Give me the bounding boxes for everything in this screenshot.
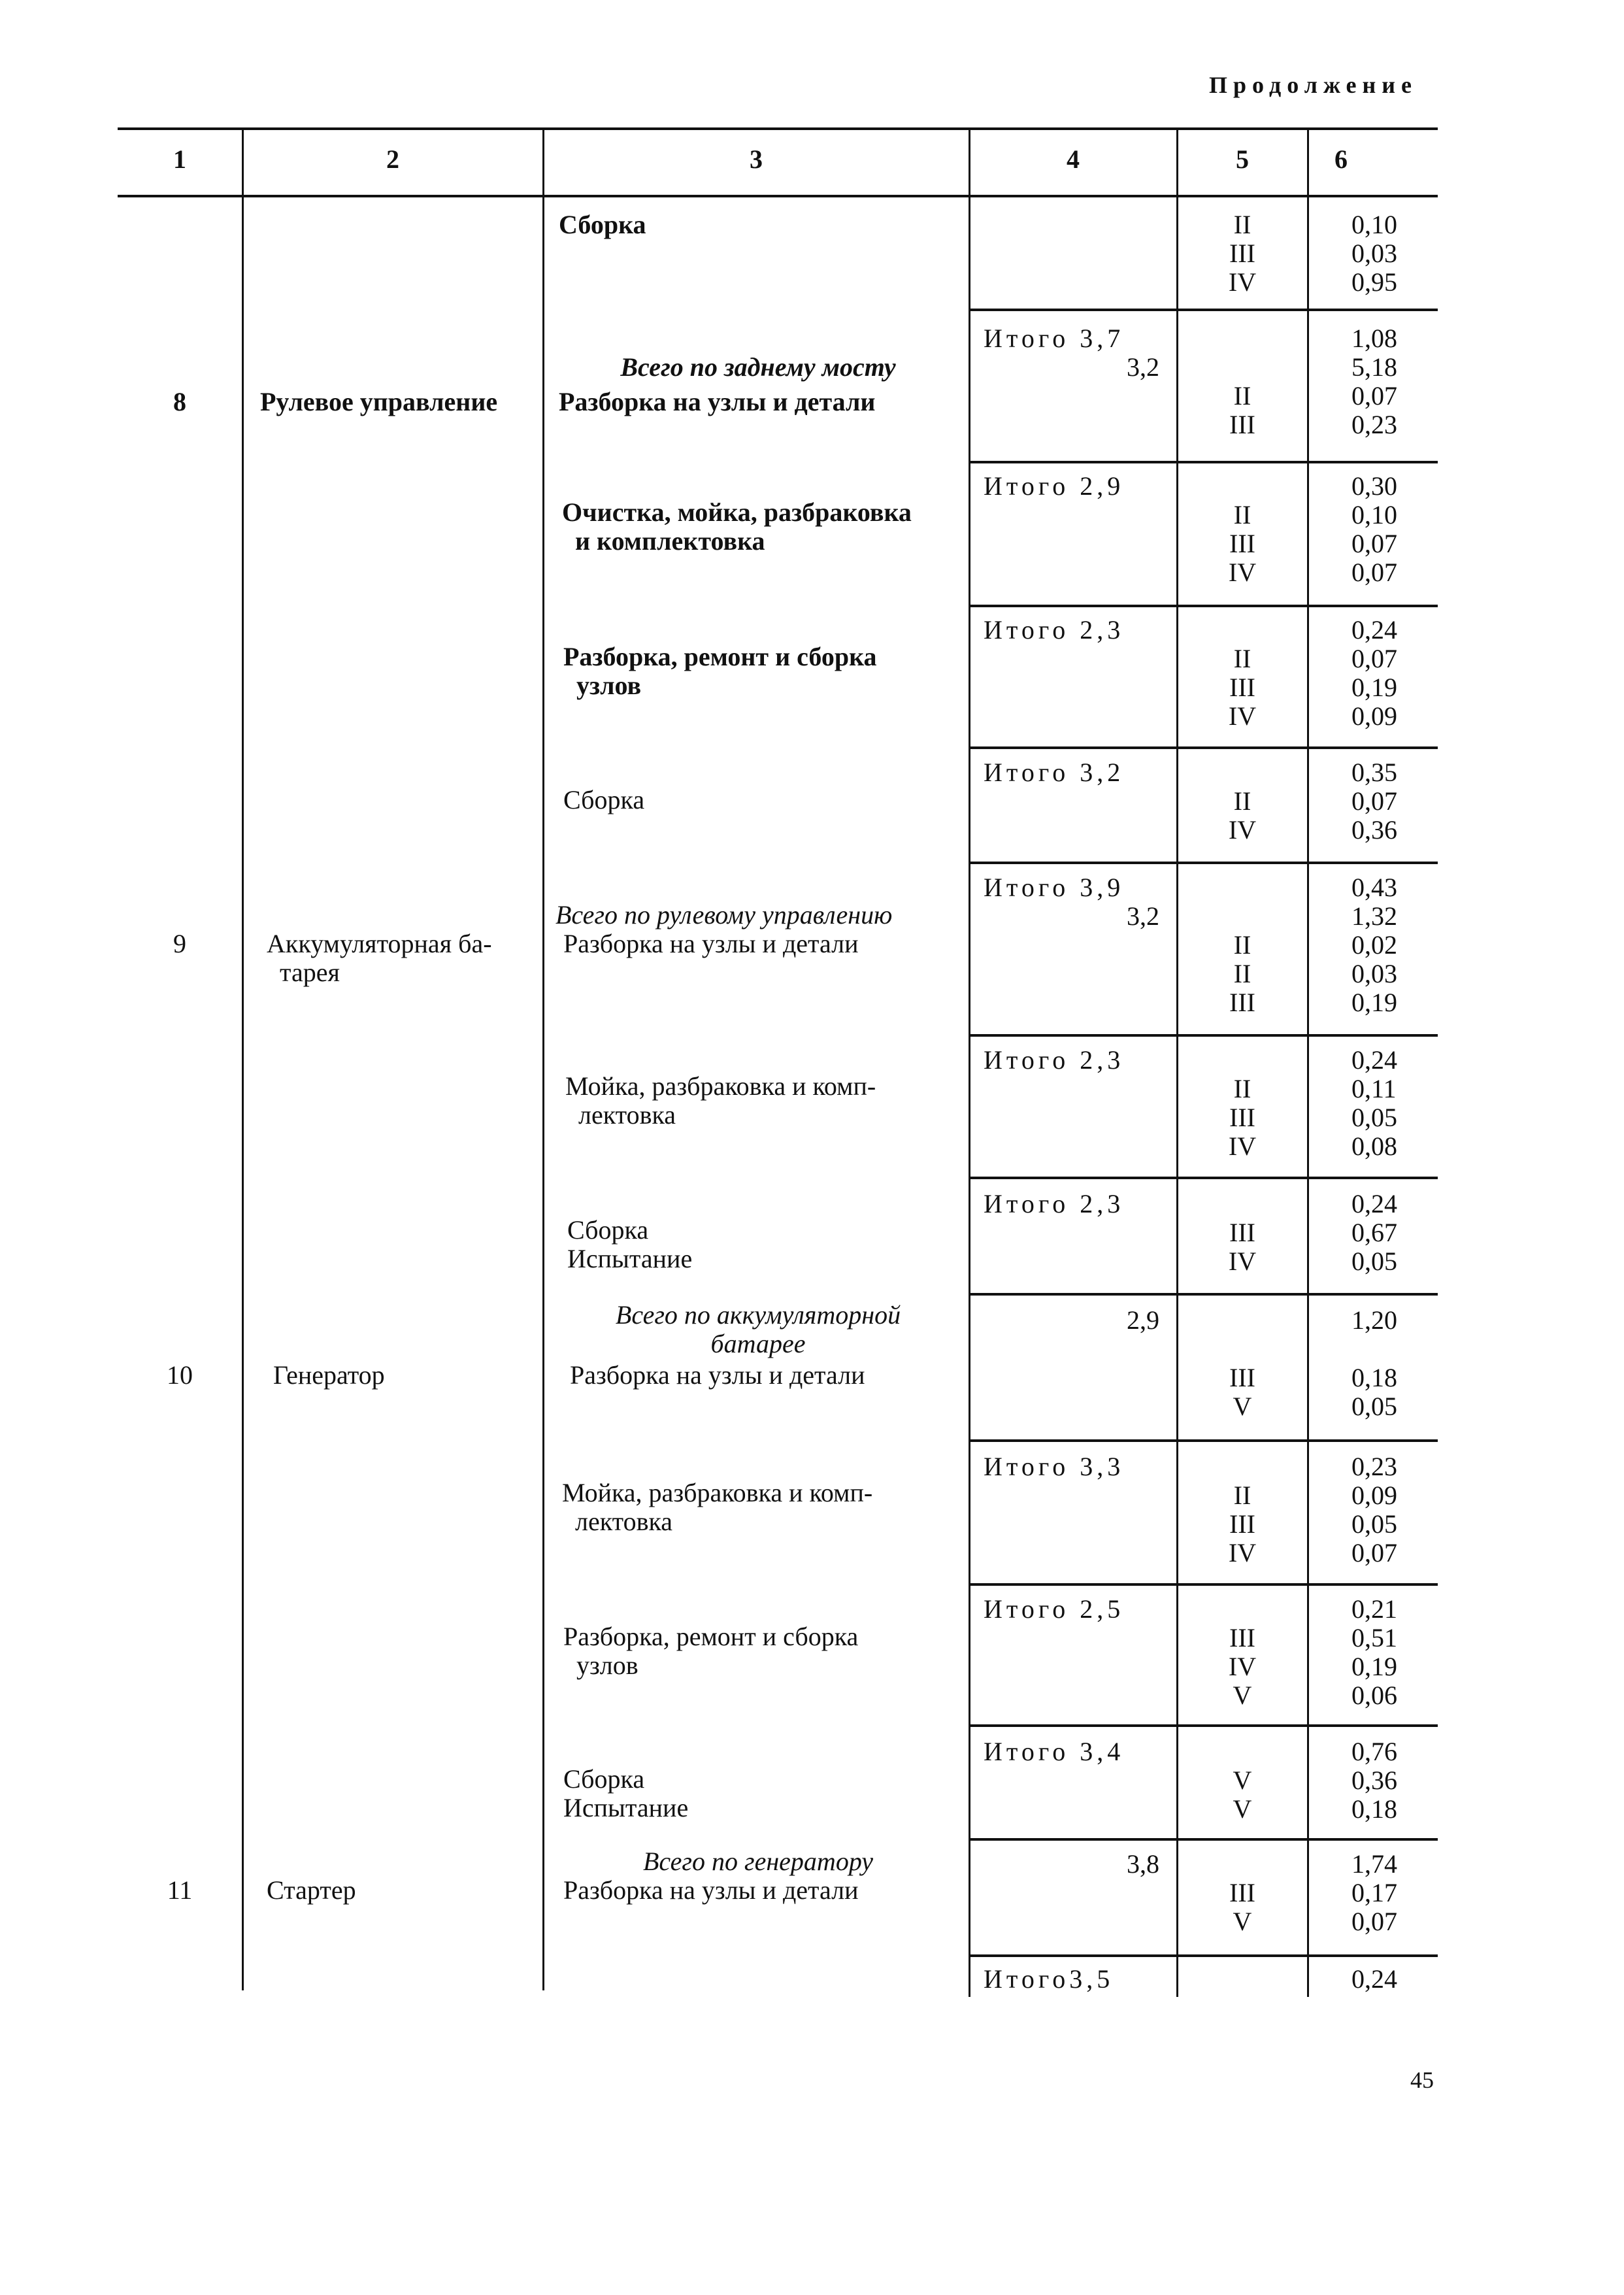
col4-value: Итого 2,5 [984, 1594, 1125, 1624]
col6-value: 5,18 [1351, 352, 1397, 382]
col4-value: Итого 3,2 [984, 758, 1125, 787]
col5-category: II [1233, 210, 1251, 239]
col6-value: 0,24 [1351, 1045, 1397, 1075]
col5-category: IV [1228, 1652, 1257, 1681]
col4-value: Итого 3,7 [984, 324, 1125, 353]
col-divider-1-2 [242, 127, 244, 1990]
col6-value: 0,07 [1351, 558, 1397, 587]
col6-value: 1,74 [1351, 1849, 1397, 1879]
row-rule [970, 1838, 1438, 1841]
row-rule [970, 1724, 1438, 1727]
row-rule [970, 1954, 1438, 1957]
operation-label: Мойка, разбраковка и комп- лектовка [565, 1071, 876, 1130]
col5-category: II [1233, 500, 1251, 529]
row-rule [970, 862, 1438, 864]
row-rule [970, 1177, 1438, 1179]
col6-value: 1,20 [1351, 1305, 1397, 1335]
col6-value: 0,05 [1351, 1247, 1397, 1276]
col5-category: III [1229, 988, 1255, 1017]
operation-label: Разборка на узлы и детали [563, 929, 859, 958]
col6-value: 0,07 [1351, 786, 1397, 816]
col6-value: 0,09 [1351, 701, 1397, 731]
col6-value: 0,02 [1351, 930, 1397, 960]
col6-value: 0,95 [1351, 267, 1397, 297]
operation-label: Разборка на узлы и детали [559, 387, 876, 416]
col-header-3: 3 [750, 144, 763, 174]
col6-value: 0,08 [1351, 1131, 1397, 1161]
col4-value: Итого 2,3 [984, 615, 1125, 645]
operation-label: Разборка, ремонт и сборка узлов [563, 642, 877, 700]
col5-category: II [1233, 786, 1251, 816]
col5-category: III [1229, 673, 1255, 702]
col6-value: 0,36 [1351, 815, 1397, 845]
col6-value: 0,23 [1351, 410, 1397, 439]
row-rule [970, 1034, 1438, 1037]
col5-category: IV [1228, 267, 1257, 297]
col5-category: III [1229, 1363, 1255, 1392]
col6-value: 0,09 [1351, 1481, 1397, 1510]
col6-value: 0,11 [1351, 1074, 1397, 1103]
col4-value: Итого 2,9 [984, 471, 1125, 501]
col4-value: Итого 3,3 [984, 1452, 1125, 1481]
col6-value: 0,03 [1351, 959, 1397, 988]
operation-label: Разборка на узлы и детали [570, 1360, 865, 1390]
group-number: 9 [173, 929, 186, 958]
col5-category: IV [1228, 1131, 1257, 1161]
col-header-2: 2 [386, 144, 399, 174]
group-number: 8 [173, 387, 186, 416]
col-header-1: 1 [173, 144, 186, 174]
col5-category: II [1233, 959, 1251, 988]
col6-value: 0,76 [1351, 1737, 1397, 1766]
col6-value: 0,35 [1351, 758, 1397, 787]
col6-value: 0,03 [1351, 239, 1397, 268]
col-divider-5-6 [1307, 127, 1309, 1997]
col5-category: III [1229, 529, 1255, 558]
col4-value: Итого 2,3 [984, 1189, 1125, 1218]
col6-value: 0,07 [1351, 1538, 1397, 1567]
header-bottom-rule [118, 195, 1438, 197]
col5-category: II [1233, 1481, 1251, 1510]
row-rule [970, 309, 1438, 311]
row-rule [970, 1439, 1438, 1442]
operation-label: Сборка Испытание [563, 1764, 689, 1822]
col-header-6: 6 [1334, 144, 1348, 174]
col6-value: 0,24 [1351, 1189, 1397, 1218]
operation-label: Сборка [559, 210, 646, 239]
col6-value: 0,05 [1351, 1392, 1397, 1421]
col6-value: 0,36 [1351, 1766, 1397, 1795]
col5-category: IV [1228, 558, 1257, 587]
col6-value: 0,07 [1351, 1907, 1397, 1936]
col5-category: III [1229, 1623, 1255, 1652]
col6-value: 0,24 [1351, 1964, 1397, 1994]
col5-category: II [1233, 381, 1251, 410]
col4-value: 2,9 [1127, 1305, 1159, 1335]
col6-value: 0,10 [1351, 500, 1397, 529]
operation-label: Сборка [563, 785, 645, 814]
col6-value: 0,10 [1351, 210, 1397, 239]
col6-value: 0,24 [1351, 615, 1397, 645]
col4-value: Итого 3,9 [984, 873, 1125, 902]
col4-value: Итого3,5 [984, 1964, 1114, 1994]
col6-value: 0,23 [1351, 1452, 1397, 1481]
col6-value: 0,17 [1351, 1878, 1397, 1907]
operation-label: Очистка, мойка, разбраковка и комплектовка [562, 497, 912, 556]
col5-category: V [1233, 1766, 1252, 1795]
col5-category: IV [1228, 701, 1257, 731]
col6-value: 0,19 [1351, 673, 1397, 702]
group-name: Рулевое управление [260, 387, 498, 416]
col-divider-2-3 [542, 127, 544, 1990]
page-number: 45 [1410, 2067, 1434, 2093]
col5-category: III [1229, 410, 1255, 439]
col6-value: 0,07 [1351, 381, 1397, 410]
continuation-label: Продолжение [1209, 72, 1417, 98]
col6-value: 0,07 [1351, 644, 1397, 673]
col4-value: 3,8 [1127, 1849, 1159, 1879]
total-label: Всего по рулевому управлению [555, 900, 893, 930]
col6-value: 0,67 [1351, 1218, 1397, 1247]
col5-category: IV [1228, 815, 1257, 845]
col6-value: 0,51 [1351, 1623, 1397, 1652]
group-name: Генератор [273, 1360, 385, 1390]
header-top-rule [118, 127, 1438, 130]
col6-value: 1,08 [1351, 324, 1397, 353]
row-rule [970, 605, 1438, 607]
col-divider-3-4 [969, 127, 970, 1997]
col5-category: IV [1228, 1538, 1257, 1567]
col4-value: Итого 2,3 [984, 1045, 1125, 1075]
col5-category: II [1233, 1074, 1251, 1103]
col6-value: 0,19 [1351, 1652, 1397, 1681]
col6-value: 0,30 [1351, 471, 1397, 501]
row-rule [970, 1293, 1438, 1296]
group-name: Аккумуляторная ба- тарея [267, 929, 492, 987]
col5-category: III [1229, 239, 1255, 268]
col-header-5: 5 [1236, 144, 1249, 174]
col4-value: Итого 3,4 [984, 1737, 1125, 1766]
col-header-4: 4 [1067, 144, 1080, 174]
col6-value: 0,18 [1351, 1363, 1397, 1392]
col5-category: V [1233, 1794, 1252, 1824]
operation-label: Разборка, ремонт и сборка узлов [563, 1622, 859, 1680]
col6-value: 1,32 [1351, 901, 1397, 931]
col5-category: III [1229, 1103, 1255, 1132]
col6-value: 0,19 [1351, 988, 1397, 1017]
group-name: Стартер [267, 1875, 356, 1905]
col5-category: III [1229, 1878, 1255, 1907]
row-rule [970, 746, 1438, 749]
operation-label: Сборка Испытание [567, 1215, 693, 1273]
col5-category: III [1229, 1509, 1255, 1539]
col4-value: 3,2 [1127, 901, 1159, 931]
col5-category: III [1229, 1218, 1255, 1247]
col4-value: 3,2 [1127, 352, 1159, 382]
col6-value: 0,21 [1351, 1594, 1397, 1624]
total-label: Всего по заднему мосту [620, 352, 896, 382]
group-number: 10 [167, 1360, 193, 1390]
col6-value: 0,05 [1351, 1509, 1397, 1539]
row-rule [970, 1583, 1438, 1586]
row-rule [970, 461, 1438, 463]
col6-value: 0,06 [1351, 1681, 1397, 1710]
col5-category: II [1233, 644, 1251, 673]
col5-category: II [1233, 930, 1251, 960]
col5-category: V [1233, 1392, 1252, 1421]
col6-value: 0,07 [1351, 529, 1397, 558]
col5-category: V [1233, 1907, 1252, 1936]
col6-value: 0,43 [1351, 873, 1397, 902]
col6-value: 0,18 [1351, 1794, 1397, 1824]
total-label: Всего по генератору [642, 1847, 874, 1876]
col5-category: IV [1228, 1247, 1257, 1276]
group-number: 11 [167, 1875, 193, 1905]
total-label: Всего по аккумуляторной батарее [615, 1300, 901, 1358]
operation-label: Мойка, разбраковка и комп- лектовка [562, 1478, 873, 1536]
col6-value: 0,05 [1351, 1103, 1397, 1132]
col5-category: V [1233, 1681, 1252, 1710]
operation-label: Разборка на узлы и детали [563, 1875, 859, 1905]
